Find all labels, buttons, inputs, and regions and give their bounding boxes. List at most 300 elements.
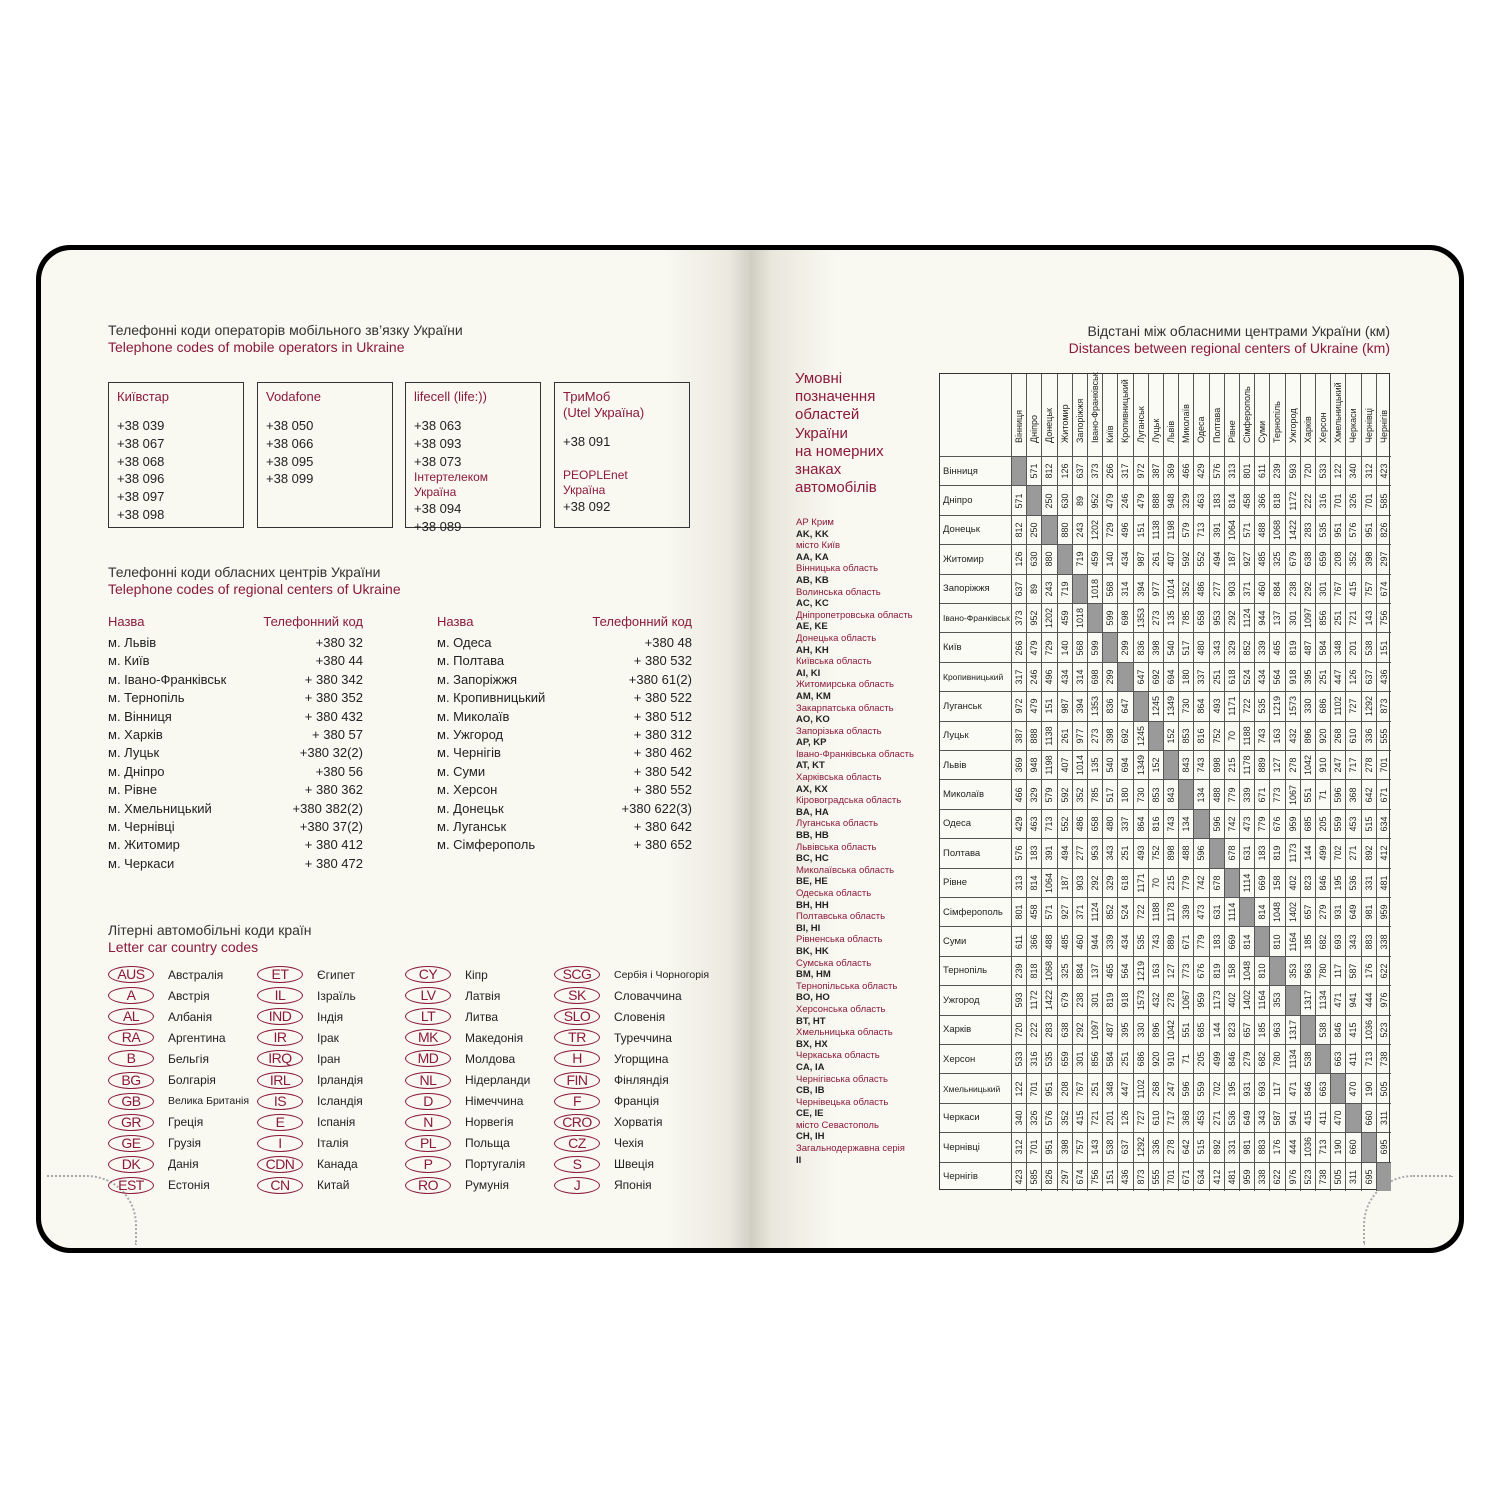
distance-value: 208: [1059, 1081, 1070, 1097]
operator-code: +38 067: [117, 435, 165, 451]
distance-value: 818: [1029, 963, 1040, 979]
matrix-cell: [1178, 544, 1193, 573]
distance-value: 682: [1318, 934, 1329, 950]
distance-value: 517: [1181, 640, 1192, 656]
matrix-cell: [1133, 574, 1148, 603]
distance-value: 222: [1302, 493, 1313, 509]
matrix-cell: [1193, 985, 1208, 1014]
operator-code: +38 093: [414, 435, 462, 451]
matrix-cell: [1315, 1073, 1330, 1102]
distance-value: 466: [1181, 463, 1192, 479]
distance-value: 261: [1150, 551, 1161, 567]
city-label: Івано-Франківськ: [1090, 372, 1101, 443]
country-name: Велика Британія: [168, 1095, 250, 1108]
distance-value: 524: [1242, 669, 1253, 685]
distance-value: 611: [1014, 934, 1025, 949]
distance-value: 843: [1181, 757, 1192, 773]
distance-value: 485: [1257, 551, 1268, 567]
country-name: Угорщина: [614, 1051, 669, 1066]
matrix-cell: [1193, 926, 1208, 955]
distance-value: 540: [1105, 757, 1116, 773]
matrix-cell: [1163, 750, 1178, 779]
list-item: [554, 964, 709, 985]
distance-value: 277: [1211, 581, 1222, 597]
matrix-cell: [1148, 1103, 1163, 1132]
country-name: Болгарія: [168, 1073, 216, 1088]
matrix-cell: [1193, 662, 1208, 691]
distance-value: 180: [1120, 787, 1131, 803]
matrix-cell: [1300, 868, 1315, 897]
distance-value: 931: [1242, 1081, 1253, 1097]
phone-code: +380 32(2): [299, 745, 363, 761]
matrix-cell: [1041, 485, 1056, 514]
matrix-cell: [1239, 897, 1254, 926]
distance-value: 671: [1257, 787, 1268, 803]
country-name: Аргентина: [168, 1030, 226, 1045]
list-item: [554, 1133, 709, 1154]
matrix-cell: [1041, 779, 1056, 808]
distance-value: 679: [1059, 992, 1070, 1008]
matrix-cell: [1376, 809, 1391, 838]
matrix-cell: [1011, 750, 1026, 779]
distance-value: 818: [1272, 493, 1283, 509]
matrix-cell: [1087, 632, 1102, 661]
distance-value: 538: [1105, 1139, 1116, 1155]
matrix-cell: [1330, 485, 1345, 514]
matrix-cell: [1193, 485, 1208, 514]
distance-value: 316: [1318, 493, 1329, 509]
matrix-cell: [1163, 485, 1178, 514]
city-label: Кропивницький: [1120, 379, 1131, 443]
matrix-cell: [1026, 456, 1041, 485]
matrix-column-header: [1376, 374, 1391, 456]
matrix-cell: [1285, 985, 1300, 1014]
distance-value: 411: [1318, 1110, 1329, 1126]
distance-value: 618: [1120, 875, 1131, 891]
list-item: [257, 1027, 363, 1048]
distance-value: 951: [1363, 522, 1374, 538]
country-code-badge: SK: [554, 987, 600, 1004]
matrix-cell: [1239, 662, 1254, 691]
distance-value: 71: [1318, 789, 1329, 800]
distance-value: 743: [1150, 934, 1161, 950]
matrix-cell: [1072, 1132, 1087, 1161]
distance-value: 1097: [1302, 608, 1313, 629]
distance-value: 713: [1363, 1051, 1374, 1067]
distance-value: 479: [1135, 493, 1146, 509]
operator-code: +38 050: [266, 418, 314, 433]
matrix-cell: [1178, 1162, 1193, 1191]
matrix-cell: [1041, 691, 1056, 720]
distance-value: 780: [1272, 1051, 1283, 1067]
distances-title: [1069, 323, 1390, 357]
matrix-cell: [1072, 632, 1087, 661]
country-code-badge: F: [554, 1093, 600, 1110]
matrix-cell: [1285, 691, 1300, 720]
matrix-cell: [1239, 809, 1254, 838]
matrix-row-header: Харків: [940, 1015, 1011, 1044]
matrix-cell: [1224, 1044, 1239, 1073]
distance-value: 889: [1257, 757, 1268, 773]
operator-code: +38 089: [414, 519, 462, 535]
matrix-cell: [1300, 779, 1315, 808]
matrix-cell: [1163, 574, 1178, 603]
matrix-cell: [1133, 1015, 1148, 1044]
distance-value: 533: [1014, 1051, 1025, 1067]
plates-legend-title: [795, 370, 884, 497]
distance-value: 479: [1029, 698, 1040, 714]
matrix-cell: [1148, 1044, 1163, 1073]
matrix-cell: [1041, 750, 1056, 779]
distance-value: 278: [1363, 757, 1374, 773]
matrix-cell: [1224, 1015, 1239, 1044]
distance-value: 292: [1074, 1022, 1085, 1038]
region-name: Тернопільська область: [796, 980, 898, 992]
country-name: Данія: [168, 1157, 199, 1172]
country-code-badge: RO: [405, 1177, 451, 1194]
matrix-cell: [1209, 632, 1224, 661]
distance-value: 201: [1348, 640, 1359, 656]
matrix-cell: [1224, 721, 1239, 750]
matrix-cell: [1239, 956, 1254, 985]
country-name: Італія: [317, 1136, 349, 1151]
distance-value: 692: [1150, 669, 1161, 685]
matrix-cell: [1087, 721, 1102, 750]
distance-value: 773: [1272, 787, 1283, 803]
matrix-cell: [1102, 809, 1117, 838]
distance-value: 729: [1044, 640, 1055, 656]
distance-value: 596: [1196, 845, 1207, 861]
matrix-cell: [1300, 603, 1315, 632]
matrix-cell: [1178, 721, 1193, 750]
distance-value: 496: [1120, 522, 1131, 538]
matrix-cell: [1224, 632, 1239, 661]
legend-title-line: областей: [795, 406, 860, 424]
distance-value: 540: [1166, 640, 1177, 656]
matrix-cell: [1102, 868, 1117, 897]
distance-value: 948: [1029, 757, 1040, 773]
distance-value: 952: [1090, 493, 1101, 509]
matrix-cell: [1178, 838, 1193, 867]
distance-value: 826: [1378, 522, 1389, 538]
matrix-cell: [1285, 544, 1300, 573]
distance-value: 722: [1135, 904, 1146, 920]
operator-box-kyivstar: [108, 382, 244, 528]
operator-code: +38 092: [563, 498, 611, 514]
distance-value: 1402: [1242, 990, 1253, 1011]
mobile-title-en: Telephone codes of mobile operators in Ukraine: [108, 339, 405, 355]
matrix-cell: [1300, 721, 1315, 750]
matrix-cell: [1361, 691, 1376, 720]
region-name: Харківська область: [796, 772, 882, 784]
matrix-cell: [1193, 1015, 1208, 1044]
country-code-badge: IL: [257, 987, 303, 1004]
matrix-cell: [1224, 956, 1239, 985]
distance-value: 695: [1378, 1139, 1389, 1155]
matrix-cell: [1285, 485, 1300, 514]
matrix-cell: [1269, 662, 1284, 691]
distance-value: 743: [1196, 757, 1207, 773]
distance-value: 143: [1090, 1139, 1101, 1155]
distance-value: 151: [1135, 522, 1146, 538]
phone-code: + 380 352: [304, 690, 363, 706]
distance-value: 717: [1166, 1110, 1177, 1126]
distance-value: 576: [1014, 845, 1025, 861]
matrix-cell: [1239, 868, 1254, 897]
distance-value: 190: [1363, 1081, 1374, 1097]
plate-code: BB, HB: [796, 830, 829, 842]
list-item: [405, 985, 530, 1006]
country-code-badge: RA: [108, 1029, 154, 1046]
plates-legend: [796, 517, 914, 1166]
country-name: Литва: [465, 1009, 498, 1024]
distance-value: 649: [1348, 904, 1359, 920]
matrix-cell: [1209, 485, 1224, 514]
matrix-cell: [1057, 1162, 1072, 1191]
matrix-cell: [1087, 897, 1102, 926]
city-name: м. Сімферополь: [437, 837, 536, 853]
distance-value: 152: [1150, 757, 1161, 773]
matrix-cell: [1133, 456, 1148, 485]
table-row: [108, 800, 363, 818]
mobile-codes-title: [108, 322, 463, 356]
distance-value: 316: [1029, 1051, 1040, 1067]
matrix-cell: [1209, 1073, 1224, 1102]
distance-value: 453: [1196, 1110, 1207, 1126]
country-name: Словаччина: [614, 988, 682, 1003]
distance-value: 479: [1029, 640, 1040, 656]
matrix-cell: [1117, 750, 1132, 779]
matrix-cell: [1178, 985, 1193, 1014]
matrix-cell: [1224, 1073, 1239, 1102]
matrix-cell: [1300, 456, 1315, 485]
plate-code: BT, HT: [796, 1015, 826, 1027]
distance-value: 330: [1302, 698, 1313, 714]
matrix-column-header: [1026, 374, 1041, 456]
distance-value: 693: [1257, 1081, 1268, 1097]
distance-value: 536: [1348, 875, 1359, 891]
distance-value: 463: [1029, 816, 1040, 832]
matrix-cell: [1117, 691, 1132, 720]
matrix-cell: [1239, 1015, 1254, 1044]
country-code-badge: I: [257, 1135, 303, 1152]
matrix-cell: [1057, 868, 1072, 897]
matrix-cell: [1285, 721, 1300, 750]
distance-value: 892: [1363, 845, 1374, 861]
distance-value: 552: [1196, 551, 1207, 567]
matrix-cell: [1345, 485, 1360, 514]
matrix-row-header: Чернігів: [940, 1162, 1011, 1191]
operator-code: +38 096: [117, 471, 165, 487]
matrix-cell: [1209, 838, 1224, 867]
matrix-cell: [1193, 956, 1208, 985]
matrix-cell: [1011, 721, 1026, 750]
matrix-cell: [1102, 721, 1117, 750]
matrix-cell: [1330, 574, 1345, 603]
distance-value: 721: [1090, 1110, 1101, 1126]
phone-code: +380 44: [315, 653, 363, 669]
regional-codes-table-right: [437, 614, 692, 855]
country-name: Швеція: [614, 1157, 654, 1172]
distance-value: 568: [1105, 581, 1116, 597]
country-name: Єгипет: [317, 967, 355, 982]
distance-value: 313: [1226, 463, 1237, 479]
matrix-cell: [1330, 515, 1345, 544]
operator-code: +38 098: [117, 506, 165, 522]
matrix-cell: [1072, 515, 1087, 544]
distance-value: 773: [1181, 963, 1192, 979]
table-row: [108, 689, 363, 707]
country-code-badge: GE: [108, 1135, 154, 1152]
plate-code: BK, HK: [796, 945, 829, 957]
matrix-cell: [1330, 662, 1345, 691]
phone-code: + 380 57: [312, 726, 363, 742]
distance-value: 407: [1166, 551, 1177, 567]
operator-code: +38 095: [266, 453, 314, 469]
distance-value: 1134: [1287, 1049, 1298, 1069]
city-label: Миколаїв: [1181, 404, 1192, 443]
distance-value: 459: [1059, 610, 1070, 626]
matrix-cell: [1376, 574, 1391, 603]
matrix-cell: [1117, 1015, 1132, 1044]
city-label: Київ: [1105, 425, 1116, 443]
distance-value: 205: [1318, 816, 1329, 832]
matrix-cell: [1330, 456, 1345, 485]
plate-code: BA, HA: [796, 806, 829, 818]
matrix-cell: [1193, 1044, 1208, 1073]
matrix-cell: [1330, 632, 1345, 661]
matrix-cell: [1224, 544, 1239, 573]
distance-value: 278: [1166, 1139, 1177, 1155]
plate-code: AM, KM: [796, 690, 831, 702]
distance-value: 246: [1029, 669, 1040, 685]
matrix-cell: [1072, 1103, 1087, 1132]
list-item: [554, 1069, 709, 1090]
matrix-cell: [1285, 603, 1300, 632]
distance-value: 135: [1090, 757, 1101, 773]
distance-value: 568: [1074, 640, 1085, 656]
distance-value: 163: [1150, 963, 1161, 979]
country-code-badge: AUS: [108, 966, 154, 983]
distance-value: 948: [1166, 493, 1177, 509]
matrix-cell: [1178, 750, 1193, 779]
distance-value: 918: [1120, 992, 1131, 1008]
list-item: [108, 1048, 249, 1069]
distance-value: 183: [1257, 845, 1268, 861]
distance-value: 682: [1257, 1051, 1268, 1067]
matrix-cell: [1361, 926, 1376, 955]
distance-value: 127: [1272, 757, 1283, 773]
distance-value: 722: [1242, 698, 1253, 714]
distance-value: 311: [1348, 1169, 1359, 1184]
distance-value: 436: [1378, 669, 1389, 685]
distance-value: 622: [1272, 1169, 1283, 1185]
matrix-cell: [1315, 1103, 1330, 1132]
distance-value: 780: [1318, 963, 1329, 979]
matrix-cell: [1102, 1073, 1117, 1102]
city-name: м. Луцьк: [108, 745, 160, 761]
matrix-cell: [1026, 1103, 1041, 1132]
phone-code: + 380 462: [633, 745, 692, 761]
country-name: Бельгія: [168, 1051, 209, 1066]
matrix-cell: [1072, 485, 1087, 514]
matrix-cell: [1269, 1044, 1284, 1073]
distance-value: 137: [1090, 963, 1101, 979]
distance-value: 339: [1242, 787, 1253, 803]
matrix-row-header: Запоріжжя: [940, 574, 1011, 603]
distance-value: 552: [1059, 816, 1070, 832]
distance-value: 896: [1302, 728, 1313, 744]
operator-name: (Utel Україна): [563, 405, 645, 420]
matrix-cell: [1011, 838, 1026, 867]
distance-value: 694: [1120, 757, 1131, 773]
matrix-cell: [1376, 603, 1391, 632]
matrix-cell: [1330, 1015, 1345, 1044]
country-code-badge: NL: [405, 1072, 451, 1089]
distance-value: 801: [1242, 463, 1253, 479]
country-code-badge: CRO: [554, 1114, 600, 1131]
city-label: Донецьк: [1044, 408, 1055, 443]
distance-value: 444: [1363, 992, 1374, 1008]
distance-value: 927: [1242, 551, 1253, 567]
matrix-cell: [1178, 868, 1193, 897]
distance-value: 630: [1059, 493, 1070, 509]
distance-value: 326: [1029, 1110, 1040, 1126]
distance-value: 952: [1029, 610, 1040, 626]
matrix-cell: [1330, 868, 1345, 897]
country-code-badge: EST: [108, 1177, 154, 1194]
distance-value: 353: [1287, 963, 1298, 979]
matrix-cell: [1057, 985, 1072, 1014]
operator-box-trimob: [554, 382, 690, 528]
matrix-cell: [1087, 1162, 1102, 1191]
matrix-cell: [1087, 809, 1102, 838]
matrix-cell: [1376, 721, 1391, 750]
distance-value: 637: [1363, 669, 1374, 685]
region-name: Волинська область: [796, 586, 881, 598]
distance-value: 634: [1196, 1169, 1207, 1185]
distance-value: 752: [1211, 728, 1222, 744]
distance-value: 1042: [1166, 1019, 1177, 1040]
distances-title-en: Distances between regional centers of Ukraine (km): [1068, 340, 1390, 356]
matrix-column-header: [1254, 374, 1269, 456]
country-name: Китай: [317, 1178, 350, 1193]
country-name: Румунія: [465, 1178, 510, 1193]
matrix-cell: [1163, 985, 1178, 1014]
matrix-cell: [1178, 485, 1193, 514]
matrix-cell: [1057, 809, 1072, 838]
city-name: м. Полтава: [437, 653, 505, 669]
list-item: [108, 964, 249, 985]
matrix-cell: [1072, 838, 1087, 867]
plate-code: BC, HC: [796, 853, 829, 865]
matrix-cell: [1224, 1162, 1239, 1191]
city-label: Луганськ: [1135, 406, 1146, 443]
distance-value: 1245: [1135, 725, 1146, 746]
distance-value: 1097: [1090, 1019, 1101, 1040]
distance-value: 836: [1105, 698, 1116, 714]
matrix-column-header: [1209, 374, 1224, 456]
distance-value: 479: [1105, 493, 1116, 509]
distance-value: 352: [1181, 581, 1192, 597]
distance-value: 152: [1166, 728, 1177, 744]
distance-value: 187: [1059, 875, 1070, 891]
distance-value: 515: [1196, 1139, 1207, 1155]
distance-value: 339: [1181, 904, 1192, 920]
distance-value: 752: [1150, 845, 1161, 861]
matrix-cell: [1102, 1015, 1117, 1044]
distance-value: 883: [1257, 1139, 1268, 1155]
